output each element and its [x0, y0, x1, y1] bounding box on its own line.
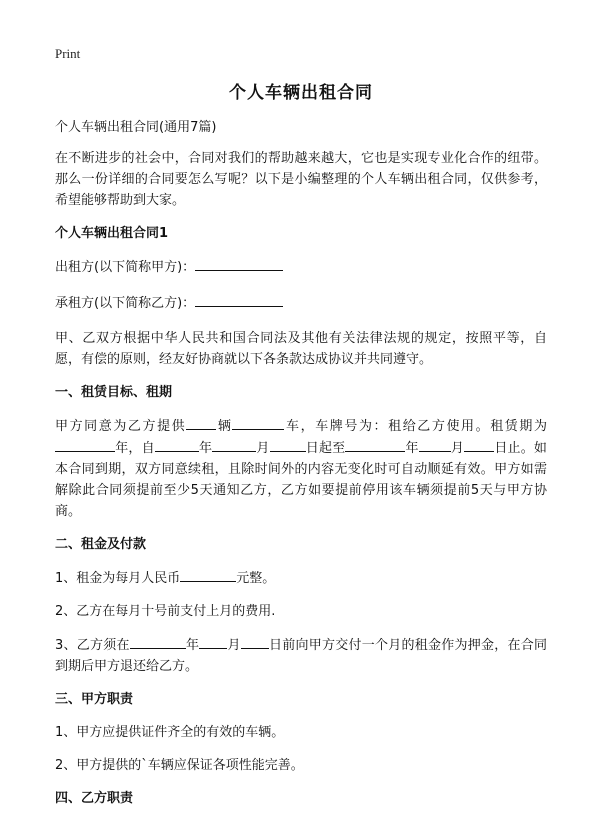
- text-run: 日起至: [305, 441, 346, 456]
- text-run: 3、乙方须在: [55, 638, 130, 653]
- text-run: 年: [405, 441, 419, 456]
- section3-item1: 1、甲方应提供证件齐全的有效的车辆。: [55, 725, 285, 740]
- print-label[interactable]: Print: [55, 46, 81, 61]
- section2-item3: [55, 634, 547, 677]
- text-run: 月: [450, 441, 465, 456]
- text-run: 日前向甲方交付一个月的租金作为押金，在合同到期后甲方退还给乙方。: [55, 638, 547, 674]
- intro-paragraph: 在不断进步的社会中，合同对我们的帮助越来越大，它也是实现专业化合作的纽带。那么一份详细的合同要怎么写呢？以下是小编整理的个人车辆出租合同，仅供参考，希望能够帮助到大家。: [55, 151, 547, 208]
- section2-heading: 二、租金及付款: [55, 537, 147, 552]
- text-run: 年: [185, 638, 200, 653]
- text-run: 甲方同意为乙方提供: [55, 419, 187, 434]
- blank: [232, 415, 284, 430]
- section3-heading: 三、甲方职责: [55, 692, 134, 707]
- blank: [464, 437, 494, 452]
- document-subtitle: 个人车辆出租合同(通用7篇): [55, 120, 217, 135]
- preamble-paragraph: 甲、乙双方根据中华人民共和国合同法及其他有关法律法规的规定，按照平等，自愿，有偿的原则，经友好协商就以下各条款达成协议并共同遵守。: [55, 331, 547, 367]
- blank: [241, 634, 269, 649]
- blank: [55, 437, 115, 452]
- section3-item2: 2、甲方提供的`车辆应保证各项性能完善。: [55, 758, 304, 773]
- section4-heading: 四、乙方职责: [55, 791, 134, 806]
- section1-paragraph: [55, 415, 547, 522]
- text-run: 年: [198, 441, 213, 456]
- blank: [199, 634, 227, 649]
- contract-heading: 个人车辆出租合同1: [55, 226, 169, 241]
- section2-item2: 2、乙方在每月十号前支付上月的费用.: [55, 604, 276, 619]
- text-run: 日止。如本合同到期，双方同意续租，且除时间外的内容无变化时可自动顺延有效。甲方如需解除此合同须提前至少5天通知乙方，乙方如要提前停用该车辆须提前5天与甲方协商。: [55, 441, 547, 519]
- blank: [155, 437, 199, 452]
- text-run: 元整。: [236, 571, 276, 586]
- lessor-line: [55, 256, 547, 278]
- lessee-line: [55, 292, 547, 314]
- blank: [419, 437, 451, 452]
- lessor-label: 出租方(以下简称甲方)：: [55, 260, 196, 275]
- blank: [180, 567, 236, 582]
- document-body: [55, 78, 547, 821]
- text-run: 车，车牌号为：租给乙方使用。租赁期为: [284, 419, 547, 434]
- text-run: 1、租金为每月人民币: [55, 571, 181, 586]
- lessee-blank: [195, 292, 283, 307]
- document-title: 个人车辆出租合同: [229, 83, 373, 103]
- lessor-blank: [195, 256, 283, 271]
- section1-heading: 一、租赁目标、租期: [55, 385, 173, 400]
- blank: [212, 437, 256, 452]
- text-run: 月: [256, 441, 270, 456]
- text-run: 年，自: [115, 441, 155, 456]
- blank: [130, 634, 186, 649]
- blank: [186, 415, 216, 430]
- text-run: 辆: [216, 419, 233, 434]
- lessee-label: 承租方(以下简称乙方)：: [55, 296, 196, 311]
- blank: [345, 437, 405, 452]
- section2-item1: [55, 567, 547, 589]
- blank: [270, 437, 306, 452]
- text-run: 月: [227, 638, 241, 653]
